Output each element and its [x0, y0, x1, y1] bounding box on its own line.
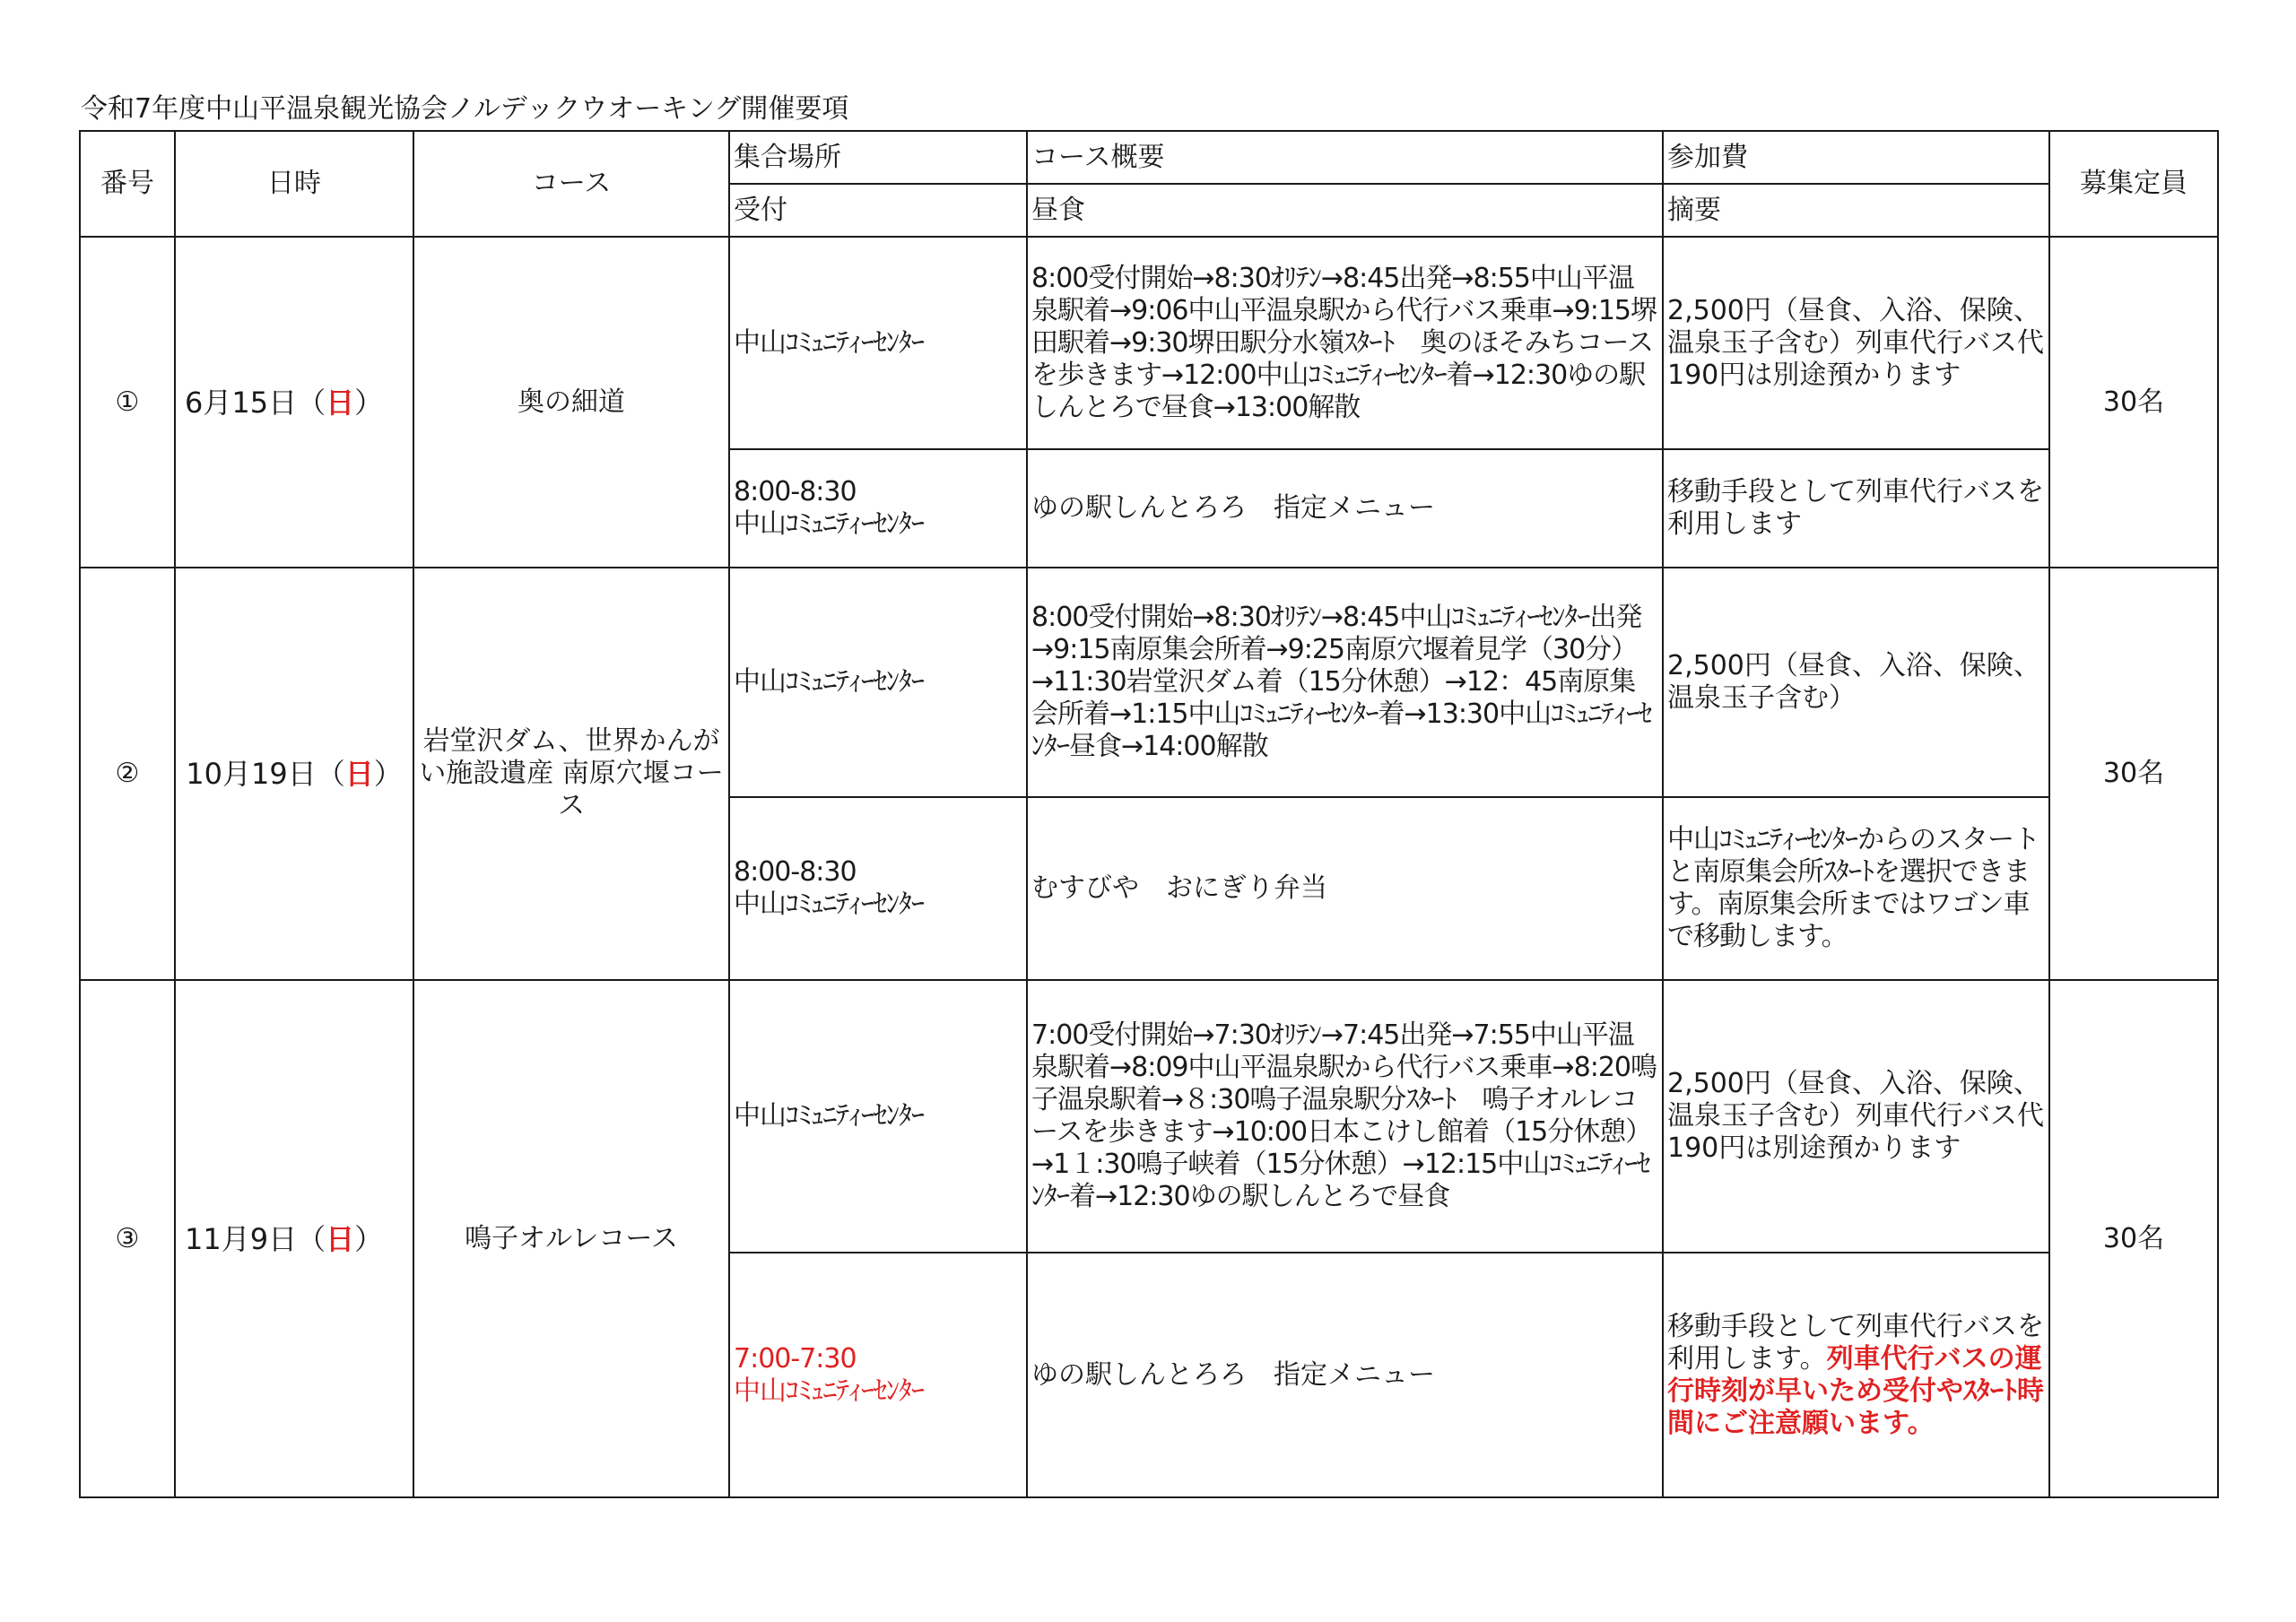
notes-warning: 列車代行バスの運行時刻が早いため受付やｽﾀｰﾄ時間にご注意願います。 — [1667, 1342, 2044, 1439]
row-lunch: ゆの駅しんとろろ 指定メニュー — [1027, 1253, 1663, 1497]
header-meeting-place: 集合場所 — [729, 131, 1027, 184]
row-notes: 移動手段として列車代行バスを利用します。列車代行バスの運行時刻が早いため受付やｽﾀｰﾄ時間にご注意願います。 — [1663, 1253, 2049, 1497]
row-meeting-place: 中山ｺﾐｭﾆﾃｨｰｾﾝﾀｰ — [729, 980, 1027, 1253]
header-overview: コース概要 — [1027, 131, 1663, 184]
row-fee: 2,500円（昼食、入浴、保険、温泉玉子含む）列車代行バス代190円は別途預かります — [1663, 237, 2049, 449]
course-row-2-top — [80, 568, 2218, 797]
header-row-1 — [80, 131, 2218, 184]
row-course: 奥の細道 — [413, 237, 729, 568]
row-overview: 8:00受付開始→8:30ｵﾘﾃﾝ→8:45出発→8:55中山平温泉駅着→9:06中山平温泉駅から代行バス乗車→9:15堺田駅着→9:30堺田駅分水嶺ｽﾀｰﾄ 奥のほそみちコースを歩きます→12:00中山ｺﾐｭﾆﾃｨｰｾﾝﾀｰ着→12:30ゆの駅しんとろで昼食→13:00解散 — [1027, 237, 1663, 449]
row-lunch: ゆの駅しんとろろ 指定メニュー — [1027, 449, 1663, 568]
schedule-table — [79, 130, 2219, 1498]
row-number: ② — [80, 568, 175, 980]
header-capacity: 募集定員 — [2049, 131, 2218, 237]
course-row-1-top — [80, 237, 2218, 449]
row-number: ③ — [80, 980, 175, 1497]
row-lunch: むすびや おにぎり弁当 — [1027, 797, 1663, 980]
row-capacity: 30名 — [2049, 980, 2218, 1497]
row-course: 鳴子オルレコース — [413, 980, 729, 1497]
row-fee: 2,500円（昼食、入浴、保険、温泉玉子含む） — [1663, 568, 2049, 797]
row-fee: 2,500円（昼食、入浴、保険、温泉玉子含む）列車代行バス代190円は別途預かります — [1663, 980, 2049, 1253]
row-number: ① — [80, 237, 175, 568]
row-meeting-place: 中山ｺﾐｭﾆﾃｨｰｾﾝﾀｰ — [729, 568, 1027, 797]
row-overview: 8:00受付開始→8:30ｵﾘﾃﾝ→8:45中山ｺﾐｭﾆﾃｨｰｾﾝﾀｰ出発→9:15南原集会所着→9:25南原穴堰着見学（30分）→11:30岩堂沢ダム着（15分休憩）→12：45南原集会所着→1:15中山ｺﾐｭﾆﾃｨｰｾﾝﾀｰ着→13:30中山ｺﾐｭﾆﾃｨｰｾﾝﾀｰ昼食→14:00解散 — [1027, 568, 1663, 797]
row-reception: 8:00-8:30 中山ｺﾐｭﾆﾃｨｰｾﾝﾀｰ — [729, 797, 1027, 980]
header-fee: 参加費 — [1663, 131, 2049, 184]
header-datetime: 日時 — [175, 131, 413, 237]
header-course: コース — [413, 131, 729, 237]
row-date: 11月9日（日） — [175, 980, 413, 1497]
row-overview: 7:00受付開始→7:30ｵﾘﾃﾝ→7:45出発→7:55中山平温泉駅着→8:09中山平温泉駅から代行バス乗車→8:20鳴子温泉駅着→８:30鳴子温泉駅分ｽﾀｰﾄ 鳴子オルレコースを歩きます→10:00日本こけし館着（15分休憩）→1１:30鳴子峡着（15分休憩）→12:15中山ｺﾐｭﾆﾃｨｰｾﾝﾀｰ着→12:30ゆの駅しんとろで昼食 — [1027, 980, 1663, 1253]
row-capacity: 30名 — [2049, 237, 2218, 568]
page-title: 令和7年度中山平温泉観光協会ノルデックウオーキング開催要項 — [81, 93, 849, 125]
row-capacity: 30名 — [2049, 568, 2218, 980]
course-row-3-top — [80, 980, 2218, 1253]
row-date: 6月15日（日） — [175, 237, 413, 568]
row-date: 10月19日（日） — [175, 568, 413, 980]
row-meeting-place: 中山ｺﾐｭﾆﾃｨｰｾﾝﾀｰ — [729, 237, 1027, 449]
row-reception: 7:00-7:30 中山ｺﾐｭﾆﾃｨｰｾﾝﾀｰ — [729, 1253, 1027, 1497]
row-course: 岩堂沢ダム、世界かんがい施設遺産 南原穴堰コース — [413, 568, 729, 980]
row-reception: 8:00-8:30 中山ｺﾐｭﾆﾃｨｰｾﾝﾀｰ — [729, 449, 1027, 568]
weekday-label: 日 — [344, 757, 374, 791]
row-notes: 中山ｺﾐｭﾆﾃｨｰｾﾝﾀｰからのスタートと南原集会所ｽﾀｰﾄを選択できます。南原集会所まではワゴン車で移動します。 — [1663, 797, 2049, 980]
weekday-label: 日 — [326, 1221, 355, 1256]
header-notes: 摘要 — [1663, 184, 2049, 237]
header-lunch: 昼食 — [1027, 184, 1663, 237]
weekday-label: 日 — [326, 385, 355, 420]
header-reception: 受付 — [729, 184, 1027, 237]
row-notes: 移動手段として列車代行バスを利用します — [1663, 449, 2049, 568]
header-number: 番号 — [80, 131, 175, 237]
